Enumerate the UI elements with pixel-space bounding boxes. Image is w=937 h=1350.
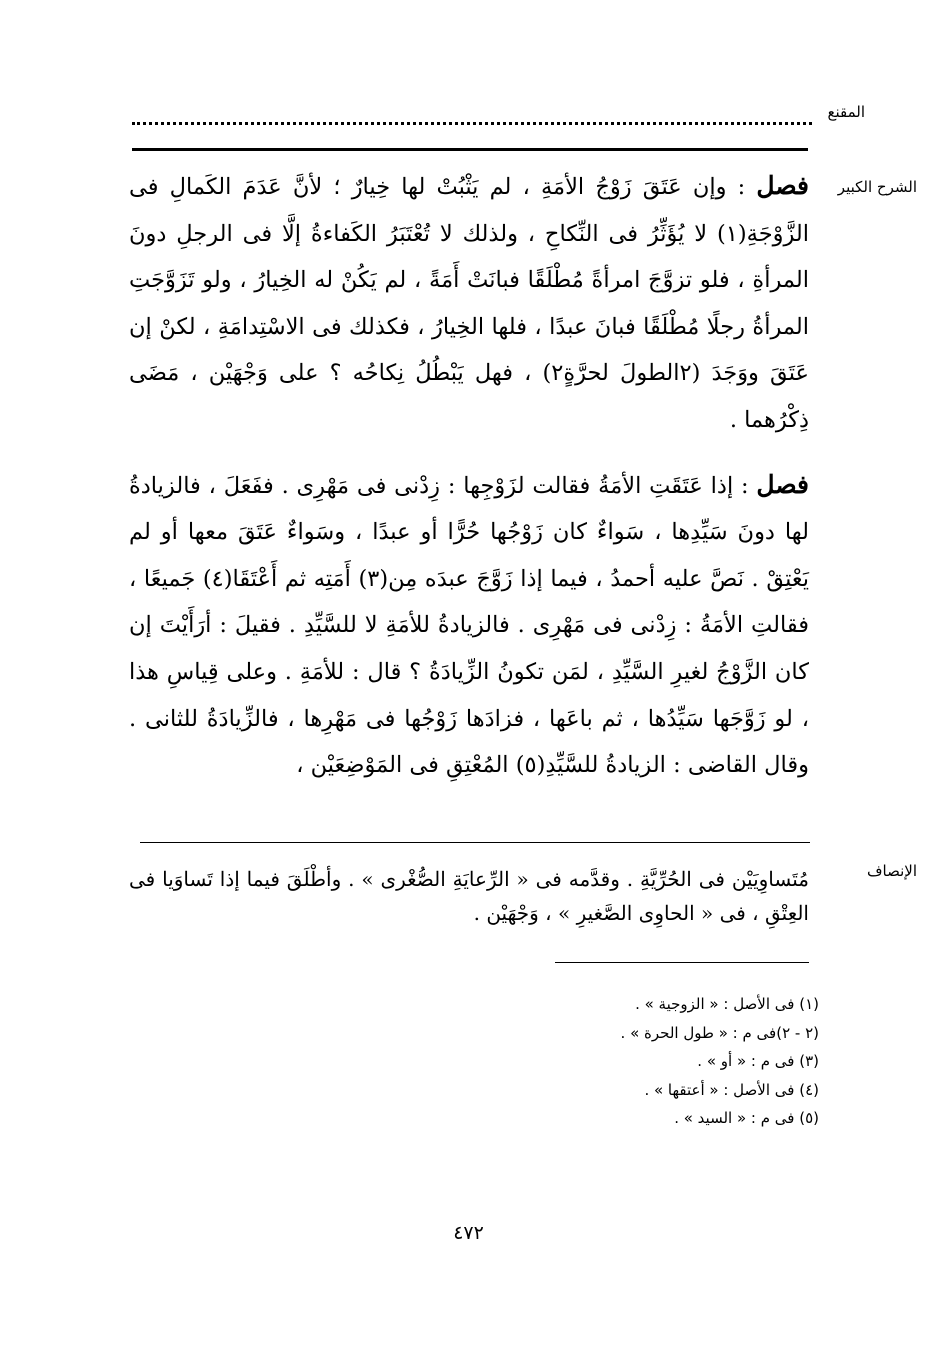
footnote: (٢ - ٢)فى م : « طول الحرة » . xyxy=(620,1023,819,1042)
footnote: (١) فى الأصل : « الزوجية » . xyxy=(635,995,819,1013)
paragraph-fasl-2 xyxy=(129,462,809,789)
header-thick-rule xyxy=(132,148,808,151)
side-label-insaf: الإنصاف xyxy=(866,862,917,880)
insaf-paragraph: مُتَساوِيَيْن فى الحُرِّيَّةِ . وقدَّمه فى « الرِّعايَةِ الصُّغْرى » . وأطْلَقَ فيما إذا تَساوَيا فى العِتْقِ ، فى « الحاوِى الصَّغيرِ » ، وَجْهَيْن . xyxy=(129,867,809,925)
insaf-text-block xyxy=(129,862,809,930)
section-heading-fasl: فصل xyxy=(756,469,809,499)
header-dotted-rule xyxy=(132,112,812,125)
page-number: ٤٧٢ xyxy=(453,1222,484,1244)
section-heading-fasl: فصل xyxy=(756,171,809,200)
footnote: (٤) فى الأصل : « أعتقها » . xyxy=(644,1080,819,1099)
footnote: (٣) فى م : « أو » . xyxy=(697,1052,819,1070)
paragraph-text: : وإن عَتَقَ زَوْجُ الأمَةِ ، لم يَثْبُتْ لها خِيارٌ ؛ لأنَّ عَدَمَ الكَمالِ فى الزَّوْجَةِ(١) لا يُؤَثِّرُ فى النِّكاحِ ، ولذلك لا تُعْتَبَرُ الكَفاءةُ إلَّا فى الرجلِ دونَ المرأةِ ، فلو تزوَّجَ امرأةً مُطْلَقًا فبانَتْ أَمَةً ، لم يَكُنْ له الخِيارُ ، ولو تَزَوَّجَتِ المرأةُ رجلًا مُطْلَقًا فبانَ عبدًا ، فلها الخِيارُ ، فكذلك فى الاسْتِدامَةِ ، لكنْ إن عَتَقَ ووَجَدَ (٢الطولَ لحرَّةٍ٢) ، فهل يَبْطُلُ نِكاحُه ؟ على وَجْهَيْن ، مَضَى ذِكْرُهما . xyxy=(129,174,809,433)
main-commentary xyxy=(129,163,809,789)
footnote-separator xyxy=(555,962,809,963)
running-header-title: المقنع xyxy=(827,103,865,121)
paragraph-text: : إذا عَتَقَتِ الأمَةُ فقالت لزَوْجِها : زِدْنى فى مَهْرِى . ففَعَلَ ، فالزيادةُ لها دونَ سَيِّدِها ، سَواءٌ كان زَوْجُها حُرًّا أو عبدًا ، وسَواءٌ عَتَقَ معها أو لم يَعْتِقْ . نَصَّ عليه أحمدُ ، فيما إذا زَوَّجَ عبدَه مِن(٣) أَمَتِه ثم أَعْتَقَا(٤) جَميعًا ، فقالتِ الأمَةُ : زِدْنى فى مَهْرِى . فالزيادةُ للأمَةِ لا للسَّيِّدِ . فقيلَ : أرَأَيْتَ إن كان الزَّوْجُ لغيرِ السَّيِّدِ ، لمَن تكونُ الزِّيادَةُ ؟ قال : للأمَةِ . وعلى قِياسِ هذا ، لو زَوَّجَها سَيِّدُها ، ثم باعَها ، فزادَها زَوْجُها فى مَهْرِها ، فالزِّيادَةُ للثانى . وقال القاضى : الزيادةُ للسَّيِّدِ(٥) المُعْتِقِ فى المَوْضِعَيْن ، xyxy=(129,472,809,779)
side-label-sharh: الشرح الكبير xyxy=(837,178,917,196)
footnote: (٥) فى م : « السيد » . xyxy=(674,1109,819,1127)
section-divider xyxy=(140,842,810,843)
footnotes xyxy=(319,990,819,1133)
paragraph-fasl-1 xyxy=(129,163,809,444)
